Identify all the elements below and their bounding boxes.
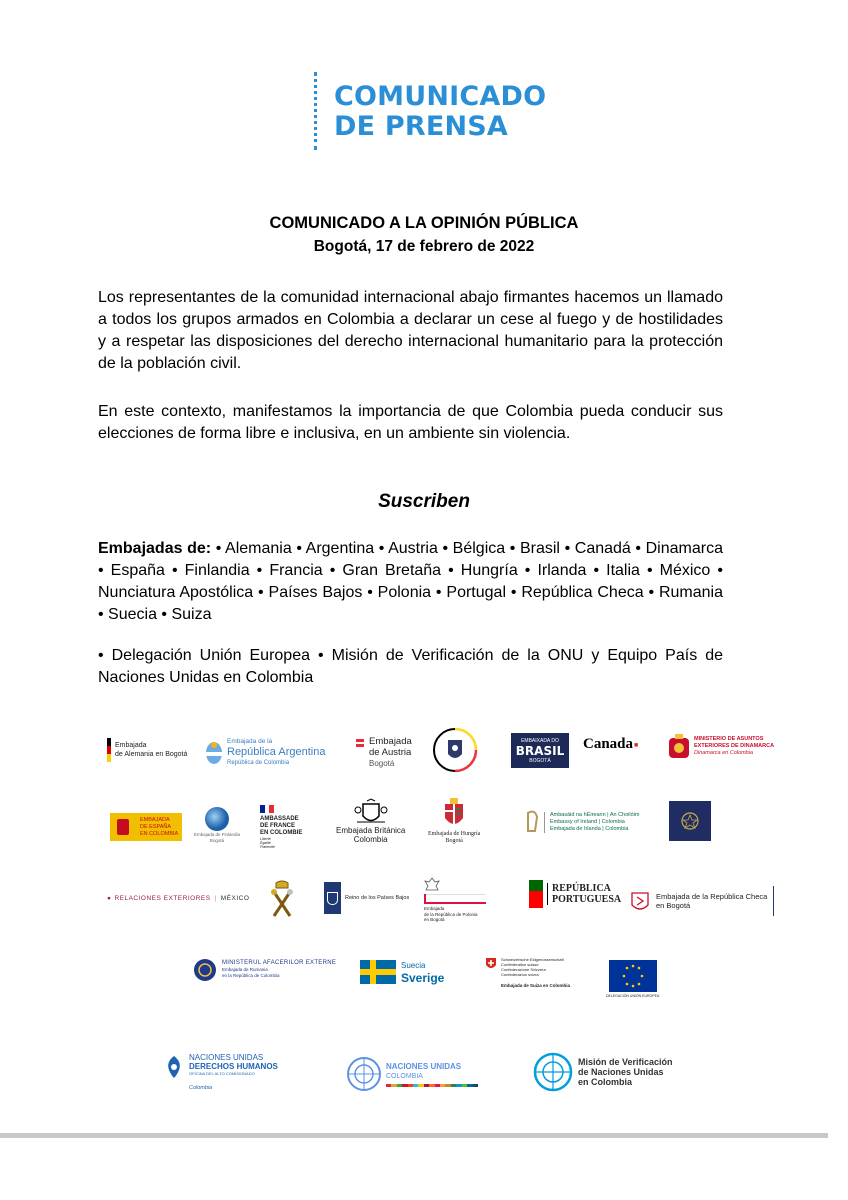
logo-un-col-text-2: COLOMBIA: [386, 1072, 423, 1080]
logo-hungary-text-1: Embajada de Hungría: [428, 831, 481, 837]
germany-flag-icon: [107, 738, 111, 762]
logo-uk-text-2: Colombia: [353, 835, 388, 844]
logo-ireland: [525, 810, 639, 834]
logo-austria-text-2: de Austria: [369, 747, 412, 758]
logo-belgium: [432, 727, 478, 773]
logo-switzerland-text-1: Schweizerische Eidgenossenschaft: [501, 957, 564, 962]
logo-un-mission-text-3: en Colombia: [578, 1077, 633, 1087]
logo-switzerland: [485, 957, 570, 988]
logo-un-human-rights: [162, 1053, 278, 1093]
logo-germany-text-2: de Alemania en Bogotá: [115, 751, 188, 758]
logo-romania-text-3: en la República de Colombia: [222, 973, 280, 979]
embassies-list: [98, 538, 723, 626]
uk-royal-arms-icon: [354, 798, 388, 826]
logo-france-text-2: DE FRANCE: [260, 823, 296, 829]
logo-spain-text-1: EMBAJADA: [140, 816, 170, 823]
finland-globe-icon: [204, 806, 230, 832]
logo-poland-text-1: Embajada: [424, 906, 445, 911]
logo-sweden: [360, 960, 444, 984]
logo-uk: [336, 798, 405, 844]
logo-spain-text-3: EN COLOMBIA: [140, 830, 179, 837]
footer-bar: [0, 1133, 828, 1138]
logo-brasil-text-3: BOGOTÁ: [529, 757, 551, 764]
logo-holy-see: [267, 880, 297, 918]
portugal-flag-icon: [529, 880, 543, 908]
paragraph-2: En este contexto, manifestamos la importancia de que Colombia pueda conducir sus elecciones de forma libre e inclusiva, en un ambiente sin violencia.: [98, 403, 723, 442]
logo-un-mission: [533, 1052, 673, 1092]
embassies-text: • Alemania • Argentina • Austria • Bélgica • Brasil • Canadá • Dinamarca • España • Finlandia • Francia • Gran Bretaña • Hungría • Irlanda • Italia • México • Nunciatura Apostólica • Países Bajos • Polonia • Portugal • República Checa • Rumania • Suecia • Suiza: [98, 540, 723, 623]
paragraph-1: Los representantes de la comunidad internacional abajo firmantes hacemos un llamado a todos los grupos armados en Colombia a declarar un cese al fuego y de hostilidades y a respetar las disposiciones del derecho internacional humanitario para la protección de la población civil.: [98, 289, 723, 372]
logo-canada-text: Canada: [583, 736, 634, 752]
logo-un-colombia: [346, 1056, 478, 1092]
logo-brasil-text-2: BRASIL: [515, 743, 565, 758]
logo-poland-text-3: en Bogotá: [424, 917, 445, 922]
logo-mexico-text-1: RELACIONES EXTERIORES: [114, 895, 211, 902]
logo-argentina-text-2: República Argentina: [227, 746, 326, 758]
logo-france-text-1: AMBASSADE: [260, 816, 299, 822]
logo-czech-text-2: en Bogotá: [656, 901, 691, 910]
logo-france-text-4: Liberté Égalité Fraternité: [260, 837, 275, 849]
document-title: COMUNICADO A LA OPINIÓN PÚBLICA: [269, 214, 579, 232]
un-sdg-color-strip: [386, 1084, 478, 1087]
document-date: Bogotá, 17 de febrero de 2022: [313, 238, 535, 255]
ireland-harp-icon: [525, 810, 539, 834]
logo-mexico: ● RELACIONES EXTERIORES | MÉXICO: [107, 895, 250, 902]
un-human-rights-icon: [162, 1053, 186, 1083]
logo-argentina-text-1: Embajada de la: [227, 738, 273, 745]
logo-denmark: [667, 733, 774, 759]
logo-poland: [424, 876, 486, 923]
logo-brasil-text-1: EMBAIXADA DO: [521, 737, 559, 744]
logo-switzerland-text-2: Confédération suisse: [501, 962, 539, 967]
netherlands-arms-icon: [324, 882, 341, 914]
argentina-shield-icon: [204, 740, 224, 766]
canada-flag-icon: ■: [634, 740, 639, 749]
un-emblem-icon: [346, 1056, 382, 1092]
logo-sweden-text-1: Suecia: [401, 961, 426, 970]
logo-argentina-text-3: República de Colombia: [227, 760, 290, 766]
logo-switzerland-text-5: Embajada de Suiza en Colombia: [501, 983, 571, 988]
logo-romania: [193, 958, 336, 982]
france-flag-icon: [260, 805, 274, 813]
czech-lion-icon: [628, 889, 652, 913]
sweden-flag-icon: [360, 960, 396, 984]
logo-france: [260, 805, 302, 849]
logo-eu-text-1: DELEGACIÓN UNIÓN EUROPEA: [606, 994, 660, 998]
spain-crest-icon: [110, 813, 136, 841]
logo-ireland-text-3: Embajada de Irlanda | Colombia: [550, 825, 629, 832]
mexico-eagle-icon: ●: [107, 895, 112, 902]
un-mission-emblem-icon: [533, 1052, 573, 1092]
italy-emblem-icon: [680, 811, 700, 831]
others-list: • Delegación Unión Europea • Misión de Verificación de la ONU y Equipo País de Naciones Unidas en Colombia: [98, 647, 723, 686]
logo-un-hr-text-1: NACIONES UNIDAS: [189, 1053, 264, 1062]
header-dotted-bar: [314, 72, 317, 150]
logo-czech: [628, 886, 774, 916]
logo-germany: [107, 738, 187, 762]
logo-denmark-text-3: Dinamarca en Colombia: [694, 749, 753, 756]
hungary-crest-icon: [442, 797, 466, 831]
austria-flag-icon: [356, 739, 364, 747]
logo-un-col-text-1: NACIONES UNIDAS: [386, 1061, 462, 1071]
romania-emblem-icon: [193, 958, 217, 982]
logo-sweden-text-2: Sverige: [401, 971, 445, 985]
logo-finland-text-1: Embajada de Finlandia: [194, 832, 241, 837]
logo-romania-text-2: Embajada de Rumania: [222, 966, 268, 972]
header-line-2: DE PRENSA: [334, 111, 509, 142]
logo-un-hr-text-4: Colombia: [189, 1085, 213, 1091]
logo-argentina: [204, 736, 325, 769]
logo-hungary-text-2: Bogotá: [445, 838, 463, 844]
logo-mexico-text-2: MÉXICO: [220, 895, 250, 902]
eu-flag-icon: [609, 960, 657, 992]
logo-portugal-text-1: REPÚBLICA: [552, 883, 611, 894]
logo-italy: [669, 801, 711, 841]
logo-denmark-text-2: EXTERIORES DE DINAMARCA: [694, 742, 775, 749]
logo-brasil: [511, 733, 569, 768]
logo-portugal: [529, 880, 621, 908]
logo-netherlands: [324, 882, 409, 914]
logo-eu: [606, 960, 659, 998]
logo-uk-text-1: Embajada Británica: [336, 826, 406, 835]
header-line-1: COMUNICADO: [334, 81, 547, 112]
logo-ireland-text-1: Ambasáid na hÉireann | An Choilóim: [550, 811, 640, 818]
logo-finland: [194, 806, 240, 844]
logo-spain-text-2: DE ESPAÑA: [140, 823, 172, 830]
belgium-seal-icon: [432, 727, 478, 773]
logo-un-hr-text-2: DERECHOS HUMANOS: [189, 1062, 278, 1071]
logo-un-hr-text-3: OFICINA DEL ALTO COMISIONADO: [189, 1071, 255, 1076]
logo-ireland-text-2: Embassy of Ireland | Colombia: [550, 818, 625, 825]
logo-romania-text-1: MINISTERUL AFACERILOR EXTERNE: [222, 960, 337, 967]
logo-switzerland-text-3: Confederazione Svizzera: [501, 967, 546, 972]
poland-eagle-icon: [424, 876, 440, 892]
logo-un-mission-text-2: de Naciones Unidas: [578, 1067, 664, 1077]
logo-canada: [583, 736, 638, 753]
logo-austria-text-3: Bogotá: [369, 759, 395, 768]
logo-germany-text-1: Embajada: [115, 742, 147, 749]
logo-hungary: [428, 797, 480, 845]
logo-switzerland-text-4: Confederaziun svizra: [501, 972, 539, 977]
logo-netherlands-text-1: Reino de los Países Bajos: [345, 895, 410, 901]
embassies-label: Embajadas de:: [98, 540, 212, 557]
switzerland-shield-icon: [485, 957, 497, 971]
logo-denmark-text-1: MINISTERIO DE ASUNTOS: [694, 735, 764, 742]
logo-france-text-3: EN COLOMBIE: [260, 830, 303, 836]
holy-see-keys-icon: [267, 880, 297, 918]
logo-portugal-text-2: PORTUGUESA: [552, 894, 622, 905]
logo-finland-text-2: Bogotá: [209, 838, 225, 843]
logo-austria-text-1: Embajada: [369, 736, 412, 747]
logo-czech-text-1: Embajada de la República Checa: [656, 892, 768, 901]
signatories-heading: Suscriben: [378, 491, 470, 512]
logo-poland-text-2: de la República de Polonia: [424, 911, 478, 917]
denmark-crest-icon: [667, 733, 691, 759]
logo-un-mission-text-1: Misión de Verificación: [578, 1057, 673, 1067]
logo-austria: [356, 736, 412, 769]
logo-spain: [110, 813, 182, 841]
